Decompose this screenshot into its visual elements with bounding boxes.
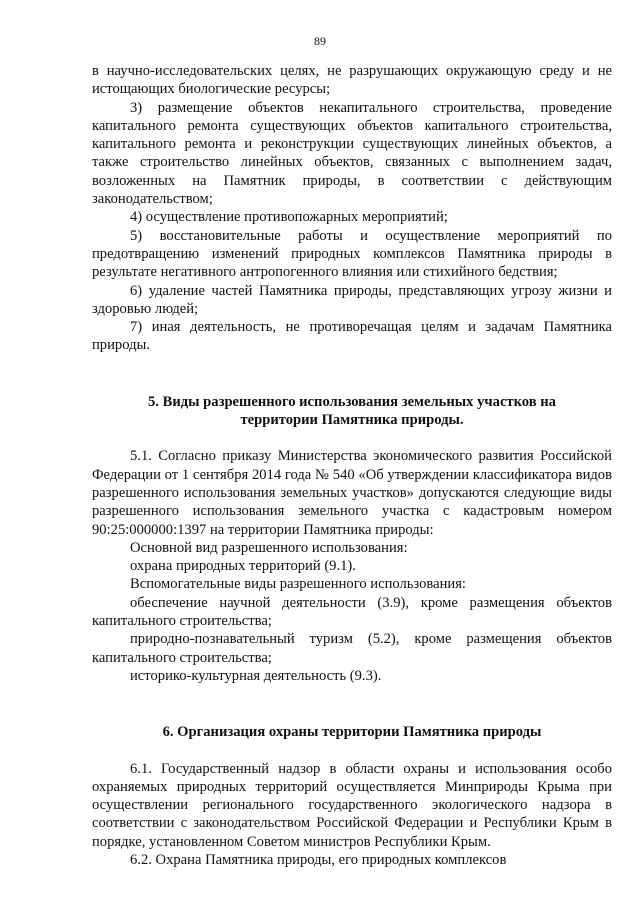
- section-6-heading: 6. Организация охраны территории Памятника природы: [162, 724, 542, 741]
- list-item-6: 6) удаление частей Памятника природы, представляющих угрозу жизни и здоровью людей;: [92, 282, 612, 317]
- section-5-paragraph-6: природно-познавательный туризм (5.2), кроме размещения объектов капитального строительства;: [92, 631, 612, 666]
- section-5-paragraph-7: историко-культурная деятельность (9.3).: [130, 667, 382, 684]
- document-body: [92, 62, 612, 869]
- paragraph-continuation: в научно-исследовательских целях, не разрушающих окружающую среду и не истощающих биологические ресурсы;: [92, 63, 612, 98]
- section-5-paragraph-3: охрана природных территорий (9.1).: [130, 558, 356, 575]
- list-item-3: 3) размещение объектов некапитального строительства, проведение капитального ремонта существующих объектов капитального строительства, капитального ремонта и реконструкции существующих линейных объектов, а также строительство линейных объектов, связанных с выполнением задач, возложенных на Памятник природы, в соответствии с действующим законодательством;: [92, 99, 612, 208]
- section-5-paragraph-4: Вспомогательные виды разрешенного использования:: [130, 576, 466, 593]
- section-5-paragraph-5: обеспечение научной деятельности (3.9), кроме размещения объектов капитального строительства;: [92, 594, 612, 630]
- list-item-7: 7) иная деятельность, не противоречащая целям и задачам Памятника природы.: [92, 319, 612, 354]
- page-number: 89: [314, 34, 326, 48]
- section-5-heading-line2: территории Памятника природы.: [240, 412, 464, 429]
- section-5-paragraph-1: 5.1. Согласно приказу Министерства экономического развития Российской Федерации от 1 сентября 2014 года № 540 «Об утверждении классификатора видов разрешенного использования земельных участков» допускаются следующие виды разрешенного использования земельного участка с кадастровым номером 90:25:000000:1397 на территории Памятника природы:: [92, 448, 612, 538]
- section-5-paragraph-2: Основной вид разрешенного использования:: [130, 539, 408, 556]
- section-5-heading-line1: 5. Виды разрешенного использования земельных участков на: [148, 393, 556, 410]
- section-6-paragraph-1: 6.1. Государственный надзор в области охраны и использования особо охраняемых природных территорий осуществляется Минприроды Крыма при осуществлении регионального государственного экологического надзора в соответствии с законодательством Российской Федерации и Республики Крым в порядке, установленном Советом министров Республики Крым.: [92, 760, 612, 850]
- list-item-4: 4) осуществление противопожарных мероприятий;: [130, 209, 448, 226]
- list-item-5: 5) восстановительные работы и осуществление мероприятий по предотвращению изменений природных комплексов Памятника природы в результате негативного антропогенного влияния или стихийного бедствия;: [92, 227, 612, 281]
- section-5-heading: [92, 393, 612, 430]
- section-6-paragraph-2: 6.2. Охрана Памятника природы, его природных комплексов: [130, 851, 507, 868]
